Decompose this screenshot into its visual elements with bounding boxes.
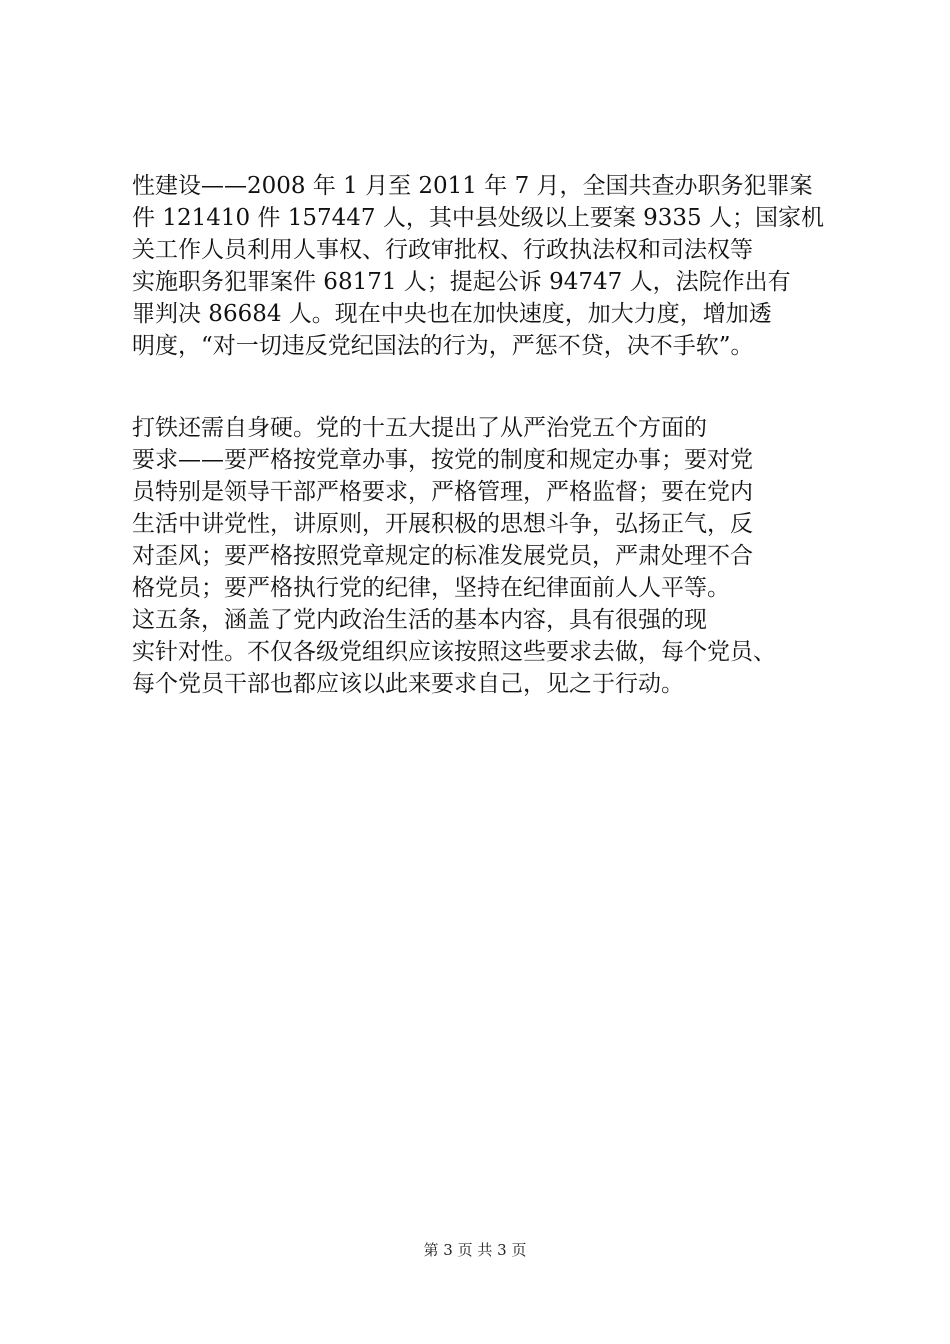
text-line: 打铁还需自身硬。党的十五大提出了从严治党五个方面的 <box>132 415 707 441</box>
text-line: 明度，“对一切违反党纪国法的行为，严惩不贷，决不手软”。 <box>132 333 754 359</box>
text-line: 性建设——2008 年 1 月至 2011 年 7 月，全国共查办职务犯罪案 <box>132 173 813 199</box>
paragraph-1 <box>132 170 852 362</box>
text-line: 罪判决 86684 人。现在中央也在加快速度，加大力度，增加透 <box>132 301 772 327</box>
text-line: 关工作人员利用人事权、行政审批权、行政执法权和司法权等 <box>132 237 753 263</box>
text-line: 每个党员干部也都应该以此来要求自己，见之于行动。 <box>132 671 684 697</box>
paragraph-3 <box>132 604 852 700</box>
paragraph-2 <box>132 412 852 604</box>
document-body <box>132 170 852 700</box>
text-line: 生活中讲党性，讲原则，开展积极的思想斗争，弘扬正气，反 <box>132 511 753 537</box>
text-line: 这五条，涵盖了党内政治生活的基本内容，具有很强的现 <box>132 607 707 633</box>
text-line: 实针对性。不仅各级党组织应该按照这些要求去做，每个党员、 <box>132 639 776 665</box>
paragraph-gap <box>132 362 852 412</box>
text-line: 要求——要严格按党章办事，按党的制度和规定办事；要对党 <box>132 447 753 473</box>
page-footer: 第 3 页 共 3 页 <box>423 1241 527 1259</box>
text-line: 件 121410 件 157447 人，其中县处级以上要案 9335 人；国家机 <box>132 205 824 231</box>
text-line: 员特别是领导干部严格要求，严格管理，严格监督；要在党内 <box>132 479 753 505</box>
text-line: 对歪风；要严格按照党章规定的标准发展党员，严肃处理不合 <box>132 543 753 569</box>
text-line: 格党员；要严格执行党的纪律，坚持在纪律面前人人平等。 <box>132 575 730 601</box>
text-line: 实施职务犯罪案件 68171 人；提起公诉 94747 人，法院作出有 <box>132 269 791 295</box>
